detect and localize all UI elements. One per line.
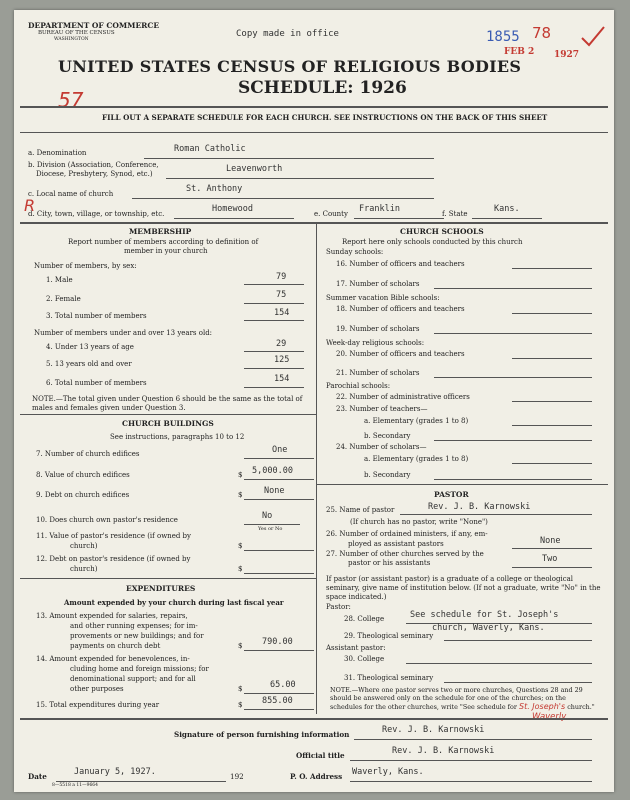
county-label: e. County bbox=[314, 210, 348, 218]
dept-label: DEPARTMENT OF COMMERCE bbox=[28, 21, 160, 30]
q26-label: 26. Number of ordained ministers, if any, em- bbox=[326, 530, 488, 538]
q15-value: 855.00 bbox=[262, 696, 293, 706]
q3-value: 154 bbox=[274, 308, 290, 318]
church-name-value: St. Anthony bbox=[186, 184, 243, 194]
instructions-line: FILL OUT A SEPARATE SCHEDULE FOR EACH CHURCH. SEE INSTRUCTIONS ON THE BACK OF THIS SHEET bbox=[102, 113, 548, 122]
members-by-sex-label: Number of members, by sex: bbox=[34, 262, 137, 270]
q8-value: 5,000.00 bbox=[252, 466, 293, 476]
denomination-line bbox=[144, 158, 434, 159]
q21-label: 21. Number of scholars bbox=[336, 369, 420, 377]
q11-label-2: church) bbox=[70, 542, 98, 550]
q25-value: Rev. J. B. Karnowski bbox=[428, 502, 531, 512]
expenditures-sub: Amount expended by your church during last fiscal year bbox=[64, 598, 284, 607]
q9-line bbox=[244, 499, 314, 500]
q24-elementary-label: a. Elementary (grades 1 to 8) bbox=[364, 455, 469, 463]
q11-dollar: $ bbox=[238, 542, 243, 550]
title-rule bbox=[20, 106, 608, 108]
q26-label-2: ployed as assistant pastors bbox=[348, 540, 444, 548]
signature-label: Signature of person furnishing information bbox=[174, 730, 350, 739]
q24-elementary-line bbox=[512, 463, 592, 464]
margin-mark-r: R bbox=[24, 196, 36, 215]
q2-label: 2. Female bbox=[46, 295, 81, 303]
church-name-line bbox=[132, 198, 434, 199]
denomination-label: a. Denomination bbox=[28, 149, 87, 157]
q28-value: See schedule for St. Joseph's bbox=[410, 610, 559, 620]
q8-line bbox=[244, 479, 314, 480]
handwritten-number: 57 bbox=[58, 88, 84, 112]
official-title-label: Official title bbox=[296, 751, 345, 760]
q7-line bbox=[244, 458, 314, 459]
q13-line bbox=[244, 650, 314, 651]
q14-label-3: denominational support; and for all bbox=[70, 675, 196, 683]
division-value: Leavenworth bbox=[226, 164, 283, 174]
q22-line bbox=[512, 401, 592, 402]
date-value: January 5, 1927. bbox=[74, 767, 156, 777]
q13-label: 13. Amount expended for salaries, repairs, bbox=[36, 612, 188, 620]
po-address-line bbox=[350, 781, 592, 782]
q23-elementary-label: a. Elementary (grades 1 to 8) bbox=[364, 417, 469, 425]
q29-label: 29. Theological seminary bbox=[344, 632, 434, 640]
q27-label-2: pastor or his assistants bbox=[348, 559, 431, 567]
state-line bbox=[472, 218, 542, 219]
stamp-year: 1927 bbox=[554, 50, 580, 60]
q14-label-2: cluding home and foreign missions; for bbox=[70, 665, 209, 673]
q31-label: 31. Theological seminary bbox=[344, 674, 434, 682]
division-label: b. Division (Association, Conference, bbox=[28, 161, 159, 169]
q16-line bbox=[512, 268, 592, 269]
q14-label: 14. Amount expended for benevolences, in- bbox=[36, 655, 190, 663]
q19-label: 19. Number of scholars bbox=[336, 325, 420, 333]
q24-secondary-label: b. Secondary bbox=[364, 471, 411, 479]
q25-hint: (If church has no pastor, write "None") bbox=[350, 518, 488, 526]
q3-label: 3. Total number of members bbox=[46, 312, 147, 320]
q12-line bbox=[244, 573, 314, 574]
membership-rule bbox=[20, 414, 316, 415]
q27-label: 27. Number of other churches served by the bbox=[326, 550, 484, 558]
q23-elementary-line bbox=[512, 425, 592, 426]
q19-line bbox=[434, 333, 592, 334]
buildings-rule bbox=[20, 578, 316, 579]
q3-line bbox=[244, 320, 304, 321]
q18-line bbox=[512, 313, 592, 314]
official-title-value: Rev. J. B. Karnowski bbox=[392, 746, 495, 756]
q26-value: None bbox=[540, 536, 561, 546]
state-value: Kans. bbox=[494, 204, 520, 214]
q28-value-2: church, Waverly, Kans. bbox=[432, 623, 545, 633]
pastor-note-text: NOTE.—Where one pastor serves two or more churches, Questions 28 and 29 should be answered only on the schedule for one of the churches; on the schedules for the other churches, write "See schedule for bbox=[330, 686, 583, 711]
q21-line bbox=[434, 377, 592, 378]
weekday-schools-label: Week-day religious schools: bbox=[326, 339, 425, 347]
buildings-sub: See instructions, paragraphs 10 to 12 bbox=[110, 433, 245, 441]
graduate-note: If pastor (or assistant pastor) is a graduate of a college or theological seminary, give name of institution below. (If not a graduate, write "No" in the space indicated.) bbox=[326, 575, 601, 601]
q25-line bbox=[400, 514, 592, 515]
q10-hint: Yes or No bbox=[258, 526, 283, 532]
q23-label: 23. Number of teachers— bbox=[336, 405, 428, 413]
membership-intro: Report number of members according to definition of bbox=[68, 238, 259, 246]
q10-label: 10. Does church own pastor's residence bbox=[36, 516, 178, 524]
q13-dollar: $ bbox=[238, 642, 243, 650]
q27-line bbox=[512, 567, 592, 568]
form-subtitle: SCHEDULE: 1926 bbox=[238, 78, 407, 98]
q18-label: 18. Number of officers and teachers bbox=[336, 305, 465, 313]
q13-label-4: payments on church debt bbox=[70, 642, 161, 650]
q14-label-4: other purposes bbox=[70, 685, 124, 693]
q14-line bbox=[244, 693, 314, 694]
q15-dollar: $ bbox=[238, 701, 243, 709]
q5-label: 5. 13 years old and over bbox=[46, 360, 132, 368]
q25-label: 25. Name of pastor bbox=[326, 506, 395, 514]
stamp-number: 1855 bbox=[486, 29, 520, 45]
age-header: Number of members under and over 13 years old: bbox=[34, 329, 213, 337]
date-line bbox=[56, 781, 226, 782]
q30-line bbox=[406, 663, 592, 664]
q9-value: None bbox=[264, 486, 285, 496]
q20-label: 20. Number of officers and teachers bbox=[336, 350, 465, 358]
q14-value: 65.00 bbox=[270, 680, 296, 690]
denomination-value: Roman Catholic bbox=[174, 144, 246, 154]
q24-secondary-line bbox=[434, 479, 592, 480]
signature-value: Rev. J. B. Karnowski bbox=[382, 725, 485, 735]
q26-line bbox=[512, 548, 592, 549]
vacation-schools-label: Summer vacation Bible schools: bbox=[326, 294, 440, 302]
expenditures-heading: EXPENDITURES bbox=[126, 584, 196, 593]
city-value: Homewood bbox=[212, 204, 253, 214]
q12-label: 12. Debt on pastor's residence (if owned by bbox=[36, 555, 191, 563]
q4-label: 4. Under 13 years of age bbox=[46, 343, 134, 351]
q28-label: 28. College bbox=[344, 615, 385, 623]
county-value: Franklin bbox=[359, 204, 400, 214]
q29-line bbox=[444, 640, 592, 641]
q20-line bbox=[512, 358, 592, 359]
pastor-heading: PASTOR bbox=[434, 490, 469, 499]
pastor-note bbox=[330, 686, 598, 712]
city-label: d. City, town, village, or township, etc. bbox=[28, 210, 165, 218]
q7-value: One bbox=[272, 445, 288, 455]
q31-line bbox=[444, 682, 592, 683]
q15-line bbox=[244, 709, 314, 710]
q17-label: 17. Number of scholars bbox=[336, 280, 420, 288]
schools-sub: Report here only schools conducted by this church bbox=[342, 238, 523, 246]
q11-label: 11. Value of pastor's residence (if owned by bbox=[36, 532, 191, 540]
q6-value: 154 bbox=[274, 374, 290, 384]
q10-value: No bbox=[262, 511, 273, 521]
q10-line bbox=[244, 524, 300, 525]
q6-line bbox=[244, 387, 304, 388]
q12-dollar: $ bbox=[238, 565, 243, 573]
city-line bbox=[174, 218, 294, 219]
parochial-schools-label: Parochial schools: bbox=[326, 382, 391, 390]
q23-secondary-line bbox=[434, 440, 592, 441]
q12-label-2: church) bbox=[70, 565, 98, 573]
q11-line bbox=[244, 550, 314, 551]
po-address-value: Waverly, Kans. bbox=[352, 767, 424, 777]
county-line bbox=[354, 218, 444, 219]
signature-line bbox=[354, 739, 592, 740]
po-address-label: P. O. Address bbox=[290, 772, 343, 781]
q24-label: 24. Number of scholars— bbox=[336, 443, 427, 451]
membership-note: NOTE.—The total given under Question 6 should be the same as the total of males and females given under Question 3. bbox=[32, 395, 303, 412]
church-name-label: c. Local name of church bbox=[28, 190, 114, 198]
membership-heading: MEMBERSHIP bbox=[129, 227, 192, 236]
q4-line bbox=[244, 351, 304, 352]
sunday-schools-label: Sunday schools: bbox=[326, 248, 384, 256]
footer-rule bbox=[20, 718, 608, 720]
stamp-suffix: 78 bbox=[532, 24, 552, 42]
schools-heading: CHURCH SCHOOLS bbox=[400, 227, 484, 236]
pastor-note-handwriting: St. Joseph's bbox=[518, 702, 566, 711]
form-title: UNITED STATES CENSUS OF RELIGIOUS BODIES bbox=[58, 57, 522, 76]
column-divider bbox=[316, 224, 317, 714]
copy-note: Copy made in office bbox=[236, 29, 339, 39]
q15-label: 15. Total expenditures during year bbox=[36, 701, 160, 709]
q13-label-2: and other running expenses; for im- bbox=[70, 622, 198, 630]
pastor-note-end: church." bbox=[567, 703, 595, 711]
official-title-line bbox=[350, 760, 592, 761]
q27-value: Two bbox=[542, 554, 558, 564]
bureau-label: BUREAU OF THE CENSUS bbox=[38, 30, 115, 36]
division-line bbox=[166, 178, 434, 179]
q22-label: 22. Number of administrative officers bbox=[336, 393, 470, 401]
stamp-date: FEB 2 bbox=[504, 47, 535, 57]
membership-intro-2: member in your church bbox=[124, 247, 208, 255]
red-check-mark bbox=[580, 24, 606, 50]
general-section-rule bbox=[20, 222, 608, 224]
q2-value: 75 bbox=[276, 290, 287, 300]
q8-dollar: $ bbox=[238, 471, 243, 479]
q13-value: 790.00 bbox=[262, 637, 293, 647]
q8-label: 8. Value of church edifices bbox=[36, 471, 130, 479]
census-schedule-page bbox=[14, 10, 614, 792]
instructions-rule bbox=[20, 132, 608, 133]
q1-line bbox=[244, 284, 304, 285]
division-label-2: Diocese, Presbytery, Synod, etc.) bbox=[36, 170, 153, 178]
q9-dollar: $ bbox=[238, 491, 243, 499]
q17-line bbox=[434, 288, 592, 289]
assistant-subheading: Assistant pastor: bbox=[326, 644, 386, 652]
q1-value: 79 bbox=[276, 272, 287, 282]
pastor-subheading: Pastor: bbox=[326, 603, 351, 611]
state-label: f. State bbox=[442, 210, 468, 218]
buildings-heading: CHURCH BUILDINGS bbox=[122, 419, 214, 428]
q16-label: 16. Number of officers and teachers bbox=[336, 260, 465, 268]
city-label: WASHINGTON bbox=[54, 37, 89, 42]
q23-secondary-label: b. Secondary bbox=[364, 432, 411, 440]
q30-label: 30. College bbox=[344, 655, 385, 663]
q2-line bbox=[244, 303, 304, 304]
form-id: 8—5518 a 11—9664 bbox=[52, 783, 99, 788]
q4-value: 29 bbox=[276, 339, 287, 349]
pastor-note-handwriting-2: Waverly bbox=[532, 712, 567, 722]
q13-label-3: provements or new buildings; and for bbox=[70, 632, 204, 640]
schools-rule bbox=[316, 484, 608, 485]
q5-line bbox=[244, 368, 304, 369]
q1-label: 1. Male bbox=[46, 276, 73, 284]
year-suffix: 192 bbox=[230, 772, 244, 781]
q5-value: 125 bbox=[274, 355, 290, 365]
q9-label: 9. Debt on church edifices bbox=[36, 491, 130, 499]
q7-label: 7. Number of church edifices bbox=[36, 450, 140, 458]
q6-label: 6. Total number of members bbox=[46, 379, 147, 387]
q14-dollar: $ bbox=[238, 685, 243, 693]
date-label: Date bbox=[28, 772, 47, 781]
